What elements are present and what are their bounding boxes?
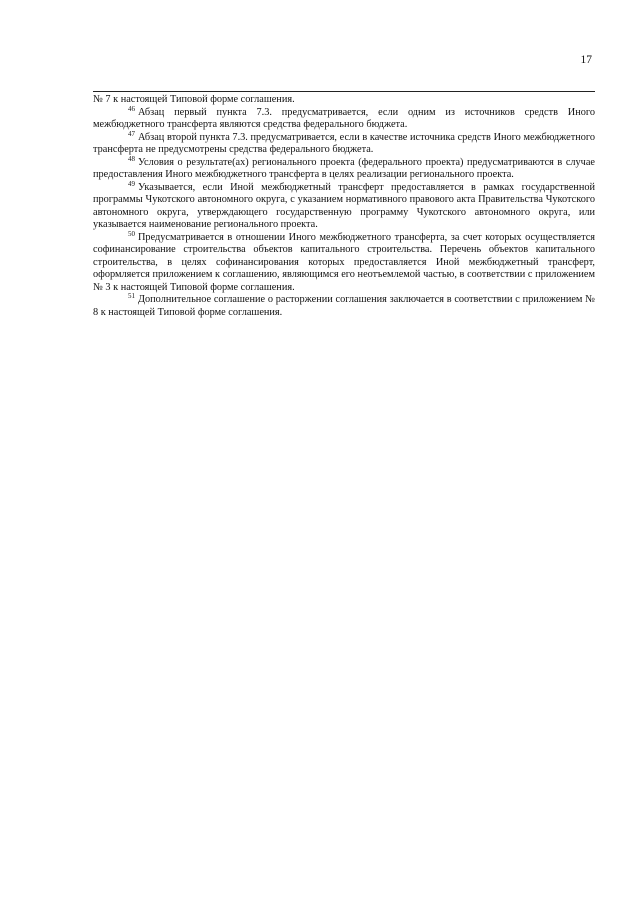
- footnote-48: [93, 154, 595, 182]
- footnote-text: Предусматривается в отношении Иного межбюджетного трансферта, за счет которых осуществляется софинансирование строительства объектов капитального строительства. Перечень объектов капитального строительства, в целях софинансирования которых предоставляется Иной межбюджетный трансферт, оформляется приложением к соглашению, являющимся его неотъемлемой частью, в соответствии с приложением № 3 к настоящей Типовой форме соглашения.: [93, 231, 595, 293]
- footnote-text: Условия о результате(ах) регионального проекта (федерального проекта) предусматриваются в случае предоставления Иного межбюджетного трансферта в целях реализации регионального проекта.: [93, 156, 595, 180]
- footnote-text: Дополнительное соглашение о расторжении соглашения заключается в соответствии с приложением № 8 к настоящей Типовой форме соглашения.: [93, 294, 595, 318]
- footnote-46: [93, 104, 595, 132]
- footnote-marker: 47: [128, 129, 135, 138]
- footnote-51: [93, 294, 595, 319]
- footnote-marker: 50: [128, 229, 135, 238]
- footnote-text: Абзац второй пункта 7.3. предусматривается, если в качестве источника средств Иного межбюджетного трансферта не предусмотрены средства федерального бюджета.: [93, 131, 595, 155]
- footnote-47: [93, 129, 595, 157]
- footnote-continuation: № 7 к настоящей Типовой форме соглашения.: [93, 94, 295, 105]
- footnote-marker: 48: [128, 154, 135, 163]
- footnote-separator: [93, 91, 595, 92]
- footnotes-section: [93, 94, 595, 319]
- footnote-49: [93, 179, 595, 232]
- footnote-text: Абзац первый пункта 7.3. предусматривается, если одним из источников средств Иного межбюджетного трансферта являются средства федерального бюджета.: [93, 106, 595, 130]
- footnote-text: Указывается, если Иной межбюджетный трансферт предоставляется в рамках государственной программы Чукотского автономного округа, с указанием нормативного правового акта Правительства Чукотского автономного округа, утверждающего государственную программу Чукотского автономного округа, или указывается наименование регионального проекта.: [93, 181, 595, 230]
- footnote-marker: 46: [128, 104, 135, 113]
- footnote-50: [93, 229, 595, 295]
- footnote-marker: 51: [128, 292, 135, 300]
- footnote-marker: 49: [128, 179, 135, 188]
- page-number: 17: [580, 54, 592, 66]
